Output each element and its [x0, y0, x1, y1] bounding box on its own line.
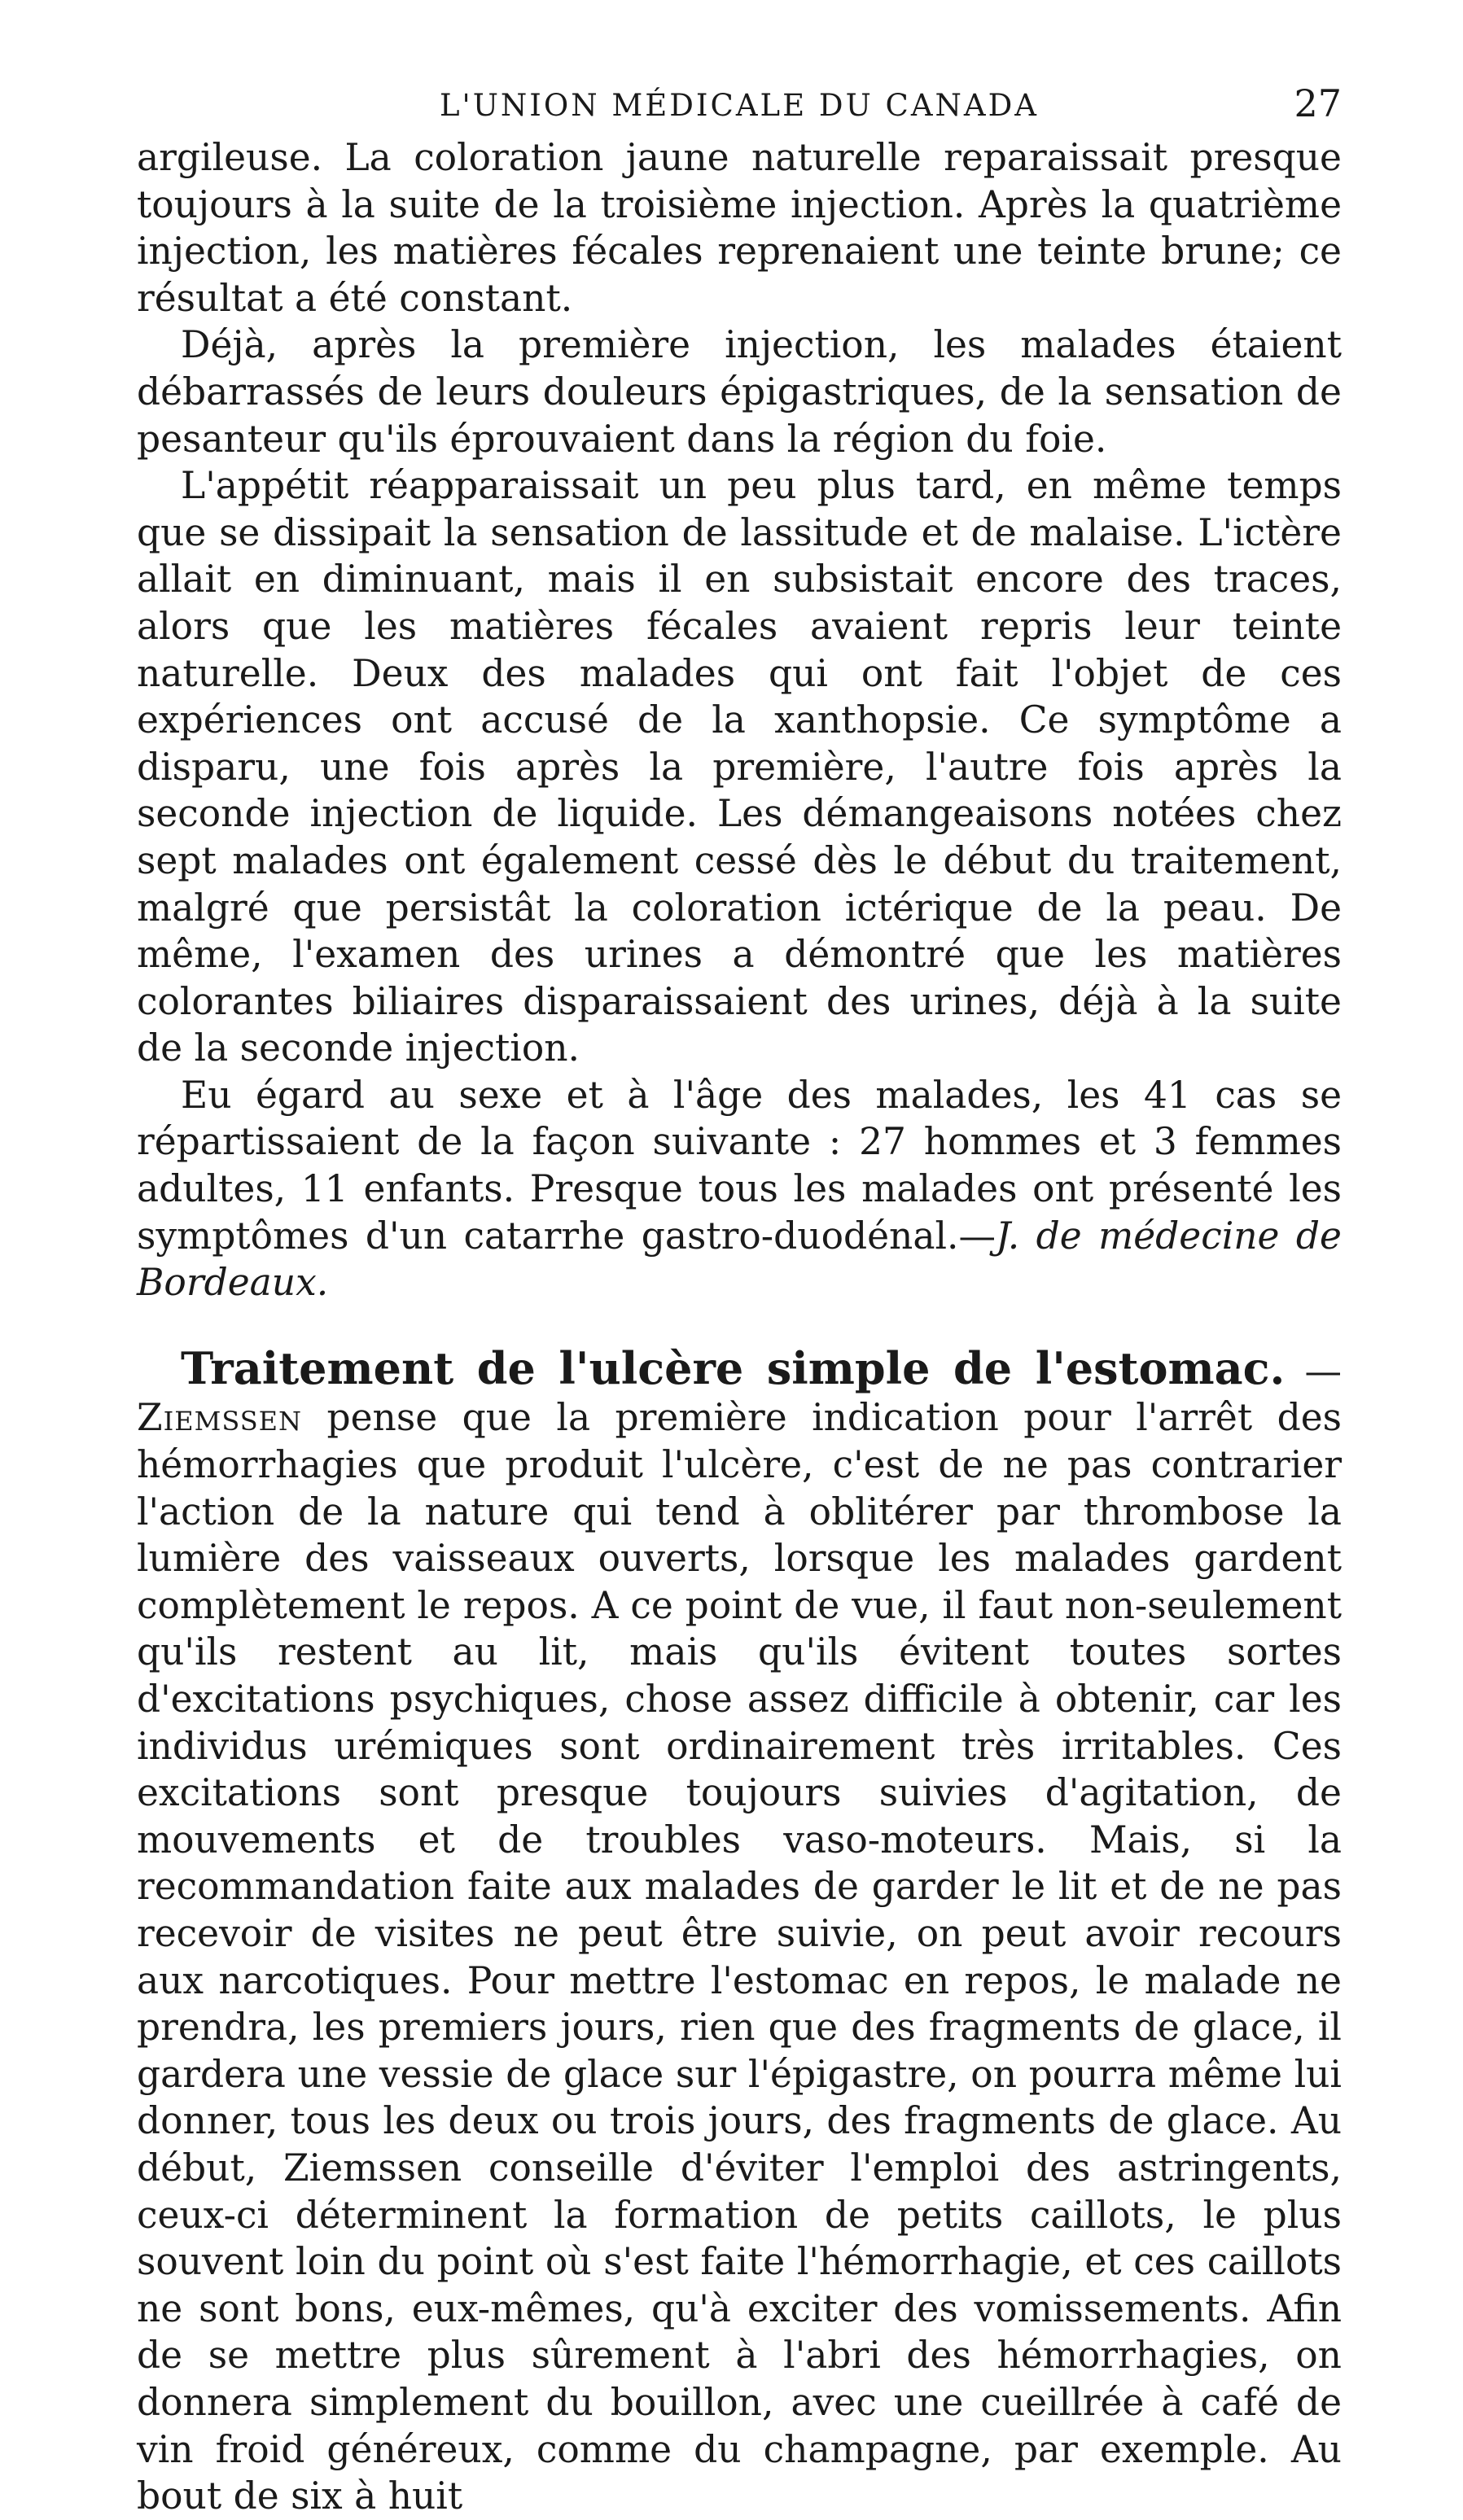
paragraph-ulcer-treatment	[137, 1341, 1342, 2520]
title-dash: —	[1285, 1349, 1342, 1393]
paragraph-symptom-relief: Déjà, après la première injection, les malades étaient débarrassés de leurs douleurs épigastriques, de la sensation de pesanteur qu'ils éprouvaient dans la région du foie.	[137, 323, 1342, 461]
paragraph-case-distribution	[137, 1072, 1342, 1306]
journal-page	[137, 0, 1342, 2520]
article-body	[137, 134, 1342, 2520]
paragraph-appetite-return: L'appétit réapparaissait un peu plus tard, en même temps que se dissipait la sensation de lassitude et de malaise. L'ictère allait en diminuant, mais il en subsistait encore des traces, alors que les matières fécales avaient repris leur teinte naturelle. Deux des malades qui ont fait l'objet de ces expériences ont accusé de la xanthopsie. Ce symptôme a disparu, une fois après la première, l'autre fois après la seconde injection de liquide. Les démangeaisons notées chez sept malades ont également cessé dès le début du traitement, malgré que persistât la coloration ictérique de la peau. De même, l'examen des urines a démontré que les matières colorantes biliaires disparaissaient des urines, déjà à la suite de la seconde injection.	[137, 464, 1342, 1070]
paragraph-continuation: argileuse. La coloration jaune naturelle reparaissait presque toujours à la suite de la troisième injection. Après la quatrième injection, les matières fécales reprenaient une teinte brune; ce résultat a été constant.	[137, 136, 1342, 320]
treatment-text: pense que la première indication pour l'arrêt des hémorrhagies que produit l'ulcère, c'est de ne pas contrarier l'action de la nature qui tend à oblitérer par thrombose la lumière des vaisseaux ouverts, lorsque les malades gardent complètement le repos. A ce point de vue, il faut non-seulement qu'ils restent au lit, mais qu'ils évitent toutes sortes d'excitations psychiques, chose assez difficile à obtenir, car les individus urémiques sont ordinairement très irritables. Ces excitations sont presque toujours suivies d'agitation, de mouvements et de troubles vaso-moteurs. Mais, si la recommandation faite aux malades de garder le lit et de ne pas recevoir de visites ne peut être suivie, on peut avoir recours aux narcotiques. Pour mettre l'estomac en repos, le malade ne prendra, les premiers jours, rien que des fragments de glace, il gardera une vessie de glace sur l'épigastre, on pourra même lui donner, tous les deux ou trois jours, des fragments de glace. Au début, Ziemssen conseille d'éviter l'emploi des astringents, ceux-ci déterminent la formation de petits caillots, le plus souvent loin du point où s'est faite l'hémorrhagie, et ces caillots ne sont bons, eux-mêmes, qu'à exciter des vomissements. Afin de se mettre plus sûrement à l'abri des hémorrhagies, on donnera simplement du bouillon, avec une cueillrée à café de vin froid généreux, comme du champagne, par exemple. Au bout de six à huit	[137, 1396, 1342, 2518]
author-name: Ziemssen	[137, 1396, 303, 1440]
section-title: Traitement de l'ulcère simple de l'estomac.	[181, 1341, 1286, 1394]
section-gap	[137, 1306, 1342, 1345]
running-title: L'UNION MÉDICALE DU CANADA	[439, 88, 1040, 123]
running-head	[137, 0, 1342, 134]
case-distribution-text: Eu égard au sexe et à l'âge des malades, les 41 cas se répartissaient de la façon suivante : 27 hommes et 3 femmes adultes, 11 enfants. Presque tous les malades ont présenté les symptômes d'un catarrhe gastro-duodénal.—	[137, 1073, 1342, 1258]
page-number: 27	[1294, 81, 1342, 125]
source-citation: J. de médecine de Bordeaux.	[137, 1214, 1342, 1305]
